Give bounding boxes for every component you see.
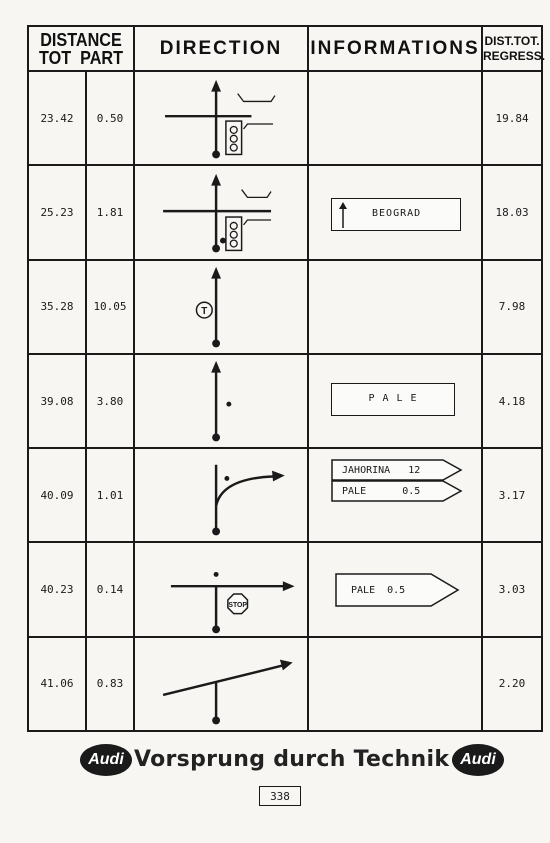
dist-part-cell: 3.80 (86, 354, 134, 448)
dist-tot-cell: 25.23 (28, 165, 86, 259)
dist-part-cell: 0.83 (86, 637, 134, 731)
header-row (28, 26, 542, 71)
sign-text: PALE 0.5 (351, 585, 406, 597)
sign-text-jahorina: JAHORINA 12 (342, 465, 421, 477)
sign-text: P A L E (368, 392, 418, 404)
sign-text-pale: PALE 0.5 (342, 486, 421, 498)
table-row (28, 165, 542, 259)
direction-diagram (134, 542, 308, 636)
table-row (28, 71, 542, 165)
information-cell (308, 260, 482, 354)
dist-tot-label: DIST.TOT. (484, 33, 540, 48)
dist-regress-cell: 18.03 (482, 165, 542, 259)
dist-tot-cell: 41.06 (28, 637, 86, 731)
table-row (28, 354, 542, 448)
distance-label: DISTANCE (40, 29, 122, 50)
regress-header (482, 26, 546, 71)
arrow-up-icon (336, 201, 350, 229)
t-marker-text: T (201, 305, 208, 317)
dist-regress-cell: 19.84 (482, 71, 542, 165)
information-cell (308, 165, 482, 259)
direction-diagram (134, 71, 308, 165)
dist-part-cell: 0.14 (86, 542, 134, 636)
dist-regress-cell: 7.98 (482, 260, 542, 354)
stop-sign-text: STOP (228, 602, 247, 610)
part-label: PART (80, 47, 124, 68)
dist-regress-cell: 2.20 (482, 637, 542, 731)
table-row (28, 260, 542, 354)
direction-sign (331, 198, 461, 231)
place-sign (331, 383, 455, 416)
footer (0, 744, 550, 780)
roadbook-table (27, 25, 546, 732)
table-row (28, 448, 542, 542)
regress-label: REGRESS. (483, 48, 546, 63)
audi-logo-right: Audi (452, 744, 504, 776)
direction-diagram (134, 260, 308, 354)
dist-regress-cell: 3.03 (482, 542, 542, 636)
dist-part-cell: 10.05 (86, 260, 134, 354)
information-cell (308, 637, 482, 731)
direction-diagram (134, 354, 308, 448)
information-cell (308, 354, 482, 448)
dist-tot-cell: 40.23 (28, 542, 86, 636)
table-row (28, 542, 542, 636)
direction-diagram (134, 448, 308, 542)
dist-tot-cell: 40.09 (28, 448, 86, 542)
direction-header: DIRECTION (134, 26, 308, 71)
dist-regress-cell: 4.18 (482, 354, 542, 448)
page-number: 338 (259, 786, 301, 806)
dist-part-cell: 1.81 (86, 165, 134, 259)
distance-header (28, 26, 134, 71)
audi-logo-left: Audi (80, 744, 132, 776)
informations-header: INFORMATIONS (308, 26, 482, 71)
dist-tot-cell: 23.42 (28, 71, 86, 165)
table-row (28, 637, 542, 731)
dist-regress-cell: 3.17 (482, 448, 542, 542)
tot-label: TOT (38, 47, 72, 68)
dist-tot-cell: 35.28 (28, 260, 86, 354)
dist-part-cell: 0.50 (86, 71, 134, 165)
direction-diagram (134, 165, 308, 259)
information-cell (308, 71, 482, 165)
direction-diagram (134, 637, 308, 731)
information-cell (308, 542, 482, 636)
dist-part-cell: 1.01 (86, 448, 134, 542)
information-cell (308, 448, 482, 542)
slogan: Vorsprung durch Technik (134, 747, 450, 772)
dist-tot-cell: 39.08 (28, 354, 86, 448)
sign-text: BEOGRAD (372, 208, 422, 220)
